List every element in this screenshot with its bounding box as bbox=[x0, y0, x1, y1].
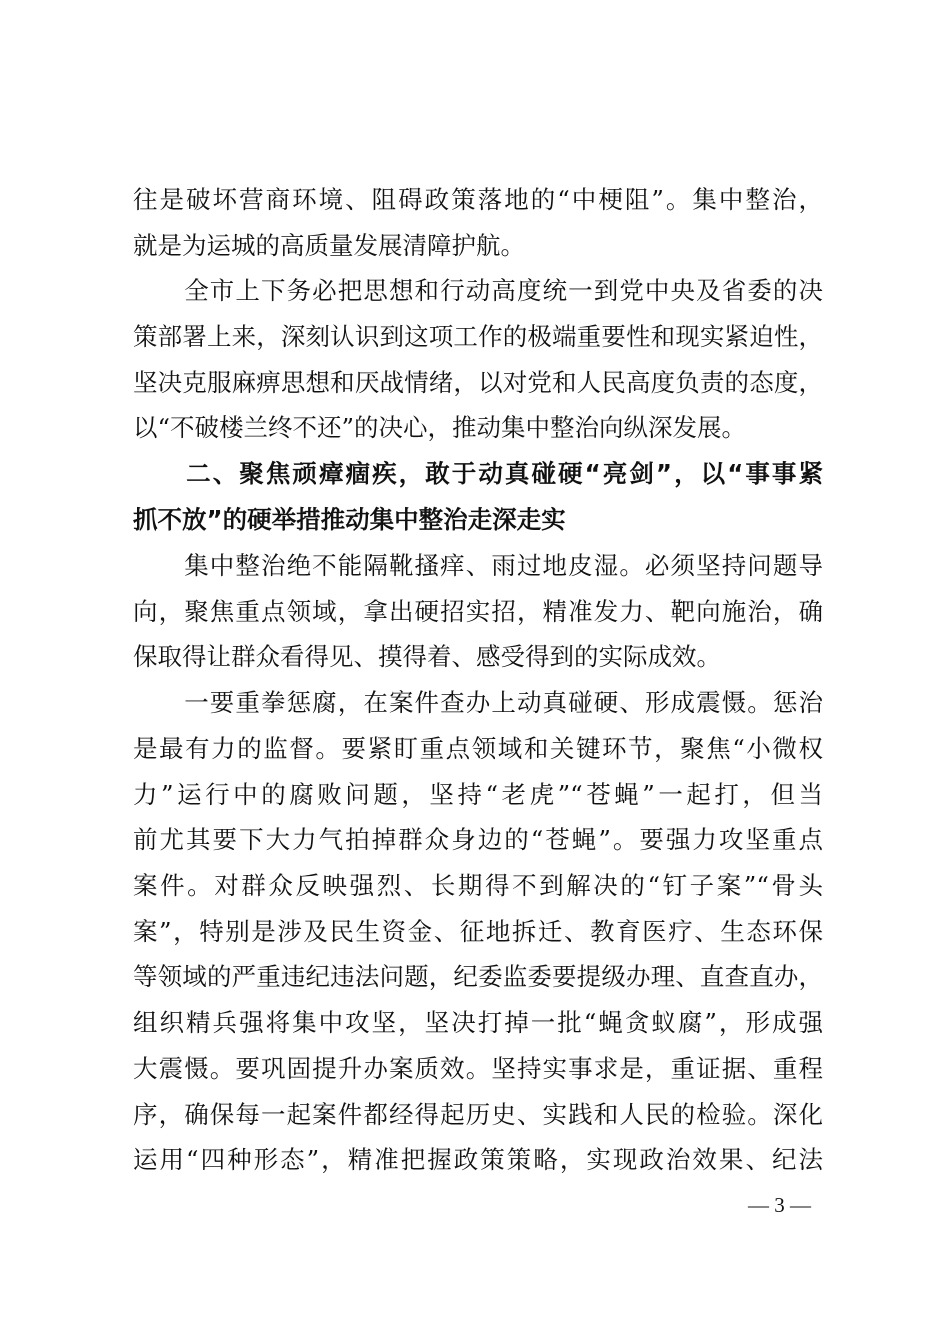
text-line: 策部署上来，深刻认识到这项工作的极端重要性和现实紧迫性， bbox=[133, 322, 823, 351]
text-line: 大震慑。要巩固提升办案质效。坚持实事求是，重证据、重程 bbox=[133, 1054, 823, 1083]
text-line: 力”运行中的腐败问题，坚持“老虎”“苍蝇”一起打，但当 bbox=[133, 780, 823, 809]
section-heading-line: 二、聚焦顽瘴痼疾，敢于动真碰硬“亮剑”，以“事事紧 bbox=[133, 459, 823, 488]
text-line: 向，聚焦重点领域，拿出硬招实招，精准发力、靶向施治，确 bbox=[133, 597, 823, 626]
page-number: — 3 — bbox=[748, 1193, 811, 1217]
text-line: 就是为运城的高质量发展清障护航。 bbox=[133, 231, 525, 260]
text-line: 案件。对群众反映强烈、长期得不到解决的“钉子案”“骨头 bbox=[133, 871, 823, 900]
text-line: 往是破坏营商环境、阻碍政策落地的“中梗阻”。集中整治， bbox=[133, 185, 823, 214]
text-line: 是最有力的监督。要紧盯重点领域和关键环节，聚焦“小微权 bbox=[133, 734, 823, 763]
text-line: 前尤其要下大力气拍掉群众身边的“苍蝇”。要强力攻坚重点 bbox=[133, 825, 823, 854]
text-line: 运用“四种形态”，精准把握政策策略，实现政治效果、纪法 bbox=[133, 1145, 823, 1174]
text-line: 坚决克服麻痹思想和厌战情绪，以对党和人民高度负责的态度， bbox=[133, 368, 823, 397]
text-line: 保取得让群众看得见、摸得着、感受得到的实际成效。 bbox=[133, 642, 721, 671]
text-line: 等领域的严重违纪违法问题，纪委监委要提级办理、直查直办， bbox=[133, 962, 823, 991]
text-line: 序，确保每一起案件都经得起历史、实践和人民的检验。深化 bbox=[133, 1100, 823, 1129]
text-line: 集中整治绝不能隔靴搔痒、雨过地皮湿。必须坚持问题导 bbox=[133, 551, 823, 580]
text-line: 案”，特别是涉及民生资金、征地拆迁、教育医疗、生态环保 bbox=[133, 917, 823, 946]
text-line: 以“不破楼兰终不还”的决心，推动集中整治向纵深发展。 bbox=[133, 413, 747, 442]
text-line: 一要重拳惩腐，在案件查办上动真碰硬、形成震慑。惩治 bbox=[133, 688, 823, 717]
section-heading-line: 抓不放”的硬举措推动集中整治走深走实 bbox=[133, 505, 566, 534]
text-line: 组织精兵强将集中攻坚，坚决打掉一批“蝇贪蚁腐”，形成强 bbox=[133, 1008, 823, 1037]
text-line: 全市上下务必把思想和行动高度统一到党中央及省委的决 bbox=[133, 276, 823, 305]
